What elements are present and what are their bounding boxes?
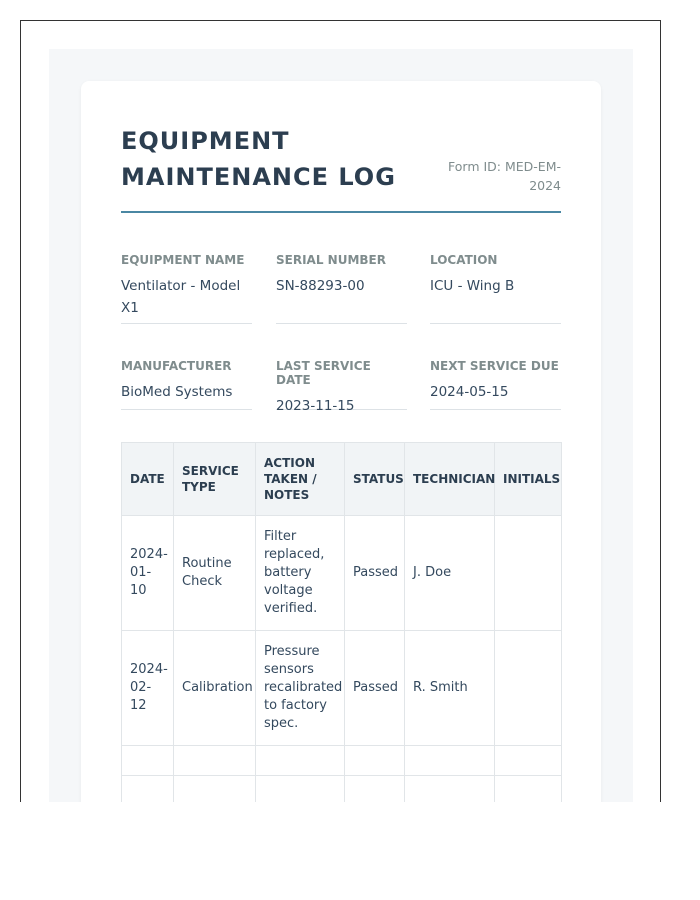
document-header (121, 123, 561, 213)
cell-technician: J. Doe (405, 516, 495, 631)
field-label: MANUFACTURER (121, 359, 232, 373)
column-header-date: DATE (122, 443, 174, 516)
column-header-service-type: SERVICE TYPE (174, 443, 256, 516)
blank-cell[interactable] (405, 746, 495, 776)
field-last-service-date (276, 359, 407, 414)
cell-service-type: Calibration (174, 631, 256, 746)
blank-cell[interactable] (345, 746, 405, 776)
blank-cell[interactable] (174, 746, 256, 776)
blank-cell[interactable] (122, 776, 174, 803)
field-label: SERIAL NUMBER (276, 253, 386, 267)
cell-status: Passed (345, 631, 405, 746)
field-manufacturer (121, 359, 252, 410)
blank-cell[interactable] (495, 776, 562, 803)
field-value: BioMed Systems (121, 384, 233, 400)
cell-initials[interactable] (495, 631, 562, 746)
field-value: ICU - Wing B (430, 278, 515, 294)
field-label: LAST SERVICE DATE (276, 359, 371, 387)
blank-cell[interactable] (256, 746, 345, 776)
column-header-technician: TECHNICIAN (405, 443, 495, 516)
page-frame (20, 20, 661, 802)
column-header-notes: ACTION TAKEN / NOTES (256, 443, 345, 516)
table-header-row (122, 443, 562, 516)
cell-technician: R. Smith (405, 631, 495, 746)
blank-cell[interactable] (174, 776, 256, 803)
cell-service-type: Routine Check (174, 516, 256, 631)
blank-cell[interactable] (256, 776, 345, 803)
field-equipment-name (121, 253, 252, 324)
field-value: 2023-11-15 (276, 398, 355, 414)
field-next-service-due (430, 359, 561, 410)
cell-notes: Pressure sensors recalibrated to factory spec. (256, 631, 345, 746)
cell-initials[interactable] (495, 516, 562, 631)
field-location (430, 253, 561, 324)
blank-table-row (122, 776, 562, 803)
log-card (81, 81, 601, 802)
cell-notes: Filter replaced, battery voltage verified. (256, 516, 345, 631)
cell-status: Passed (345, 516, 405, 631)
field-label: EQUIPMENT NAME (121, 253, 245, 267)
cell-date: 2024-01-10 (122, 516, 174, 631)
maintenance-log-table (121, 442, 562, 802)
column-header-status: STATUS (345, 443, 405, 516)
field-value: Ventilator - Model X1 (121, 278, 241, 316)
blank-cell[interactable] (345, 776, 405, 803)
blank-cell[interactable] (122, 746, 174, 776)
table-row (122, 516, 562, 631)
field-value: 2024-05-15 (430, 384, 509, 400)
field-label: LOCATION (430, 253, 498, 267)
blank-cell[interactable] (495, 746, 562, 776)
cell-date: 2024-02-12 (122, 631, 174, 746)
table-row (122, 631, 562, 746)
page-title: EQUIPMENT MAINTENANCE LOG (121, 127, 396, 191)
blank-table-row (122, 746, 562, 776)
field-serial-number (276, 253, 407, 324)
field-label: NEXT SERVICE DUE (430, 359, 559, 373)
field-value: SN-88293-00 (276, 278, 365, 294)
column-header-initials: INITIALS (495, 443, 562, 516)
form-id: Form ID: MED-EM-2024 (448, 159, 561, 193)
blank-cell[interactable] (405, 776, 495, 803)
